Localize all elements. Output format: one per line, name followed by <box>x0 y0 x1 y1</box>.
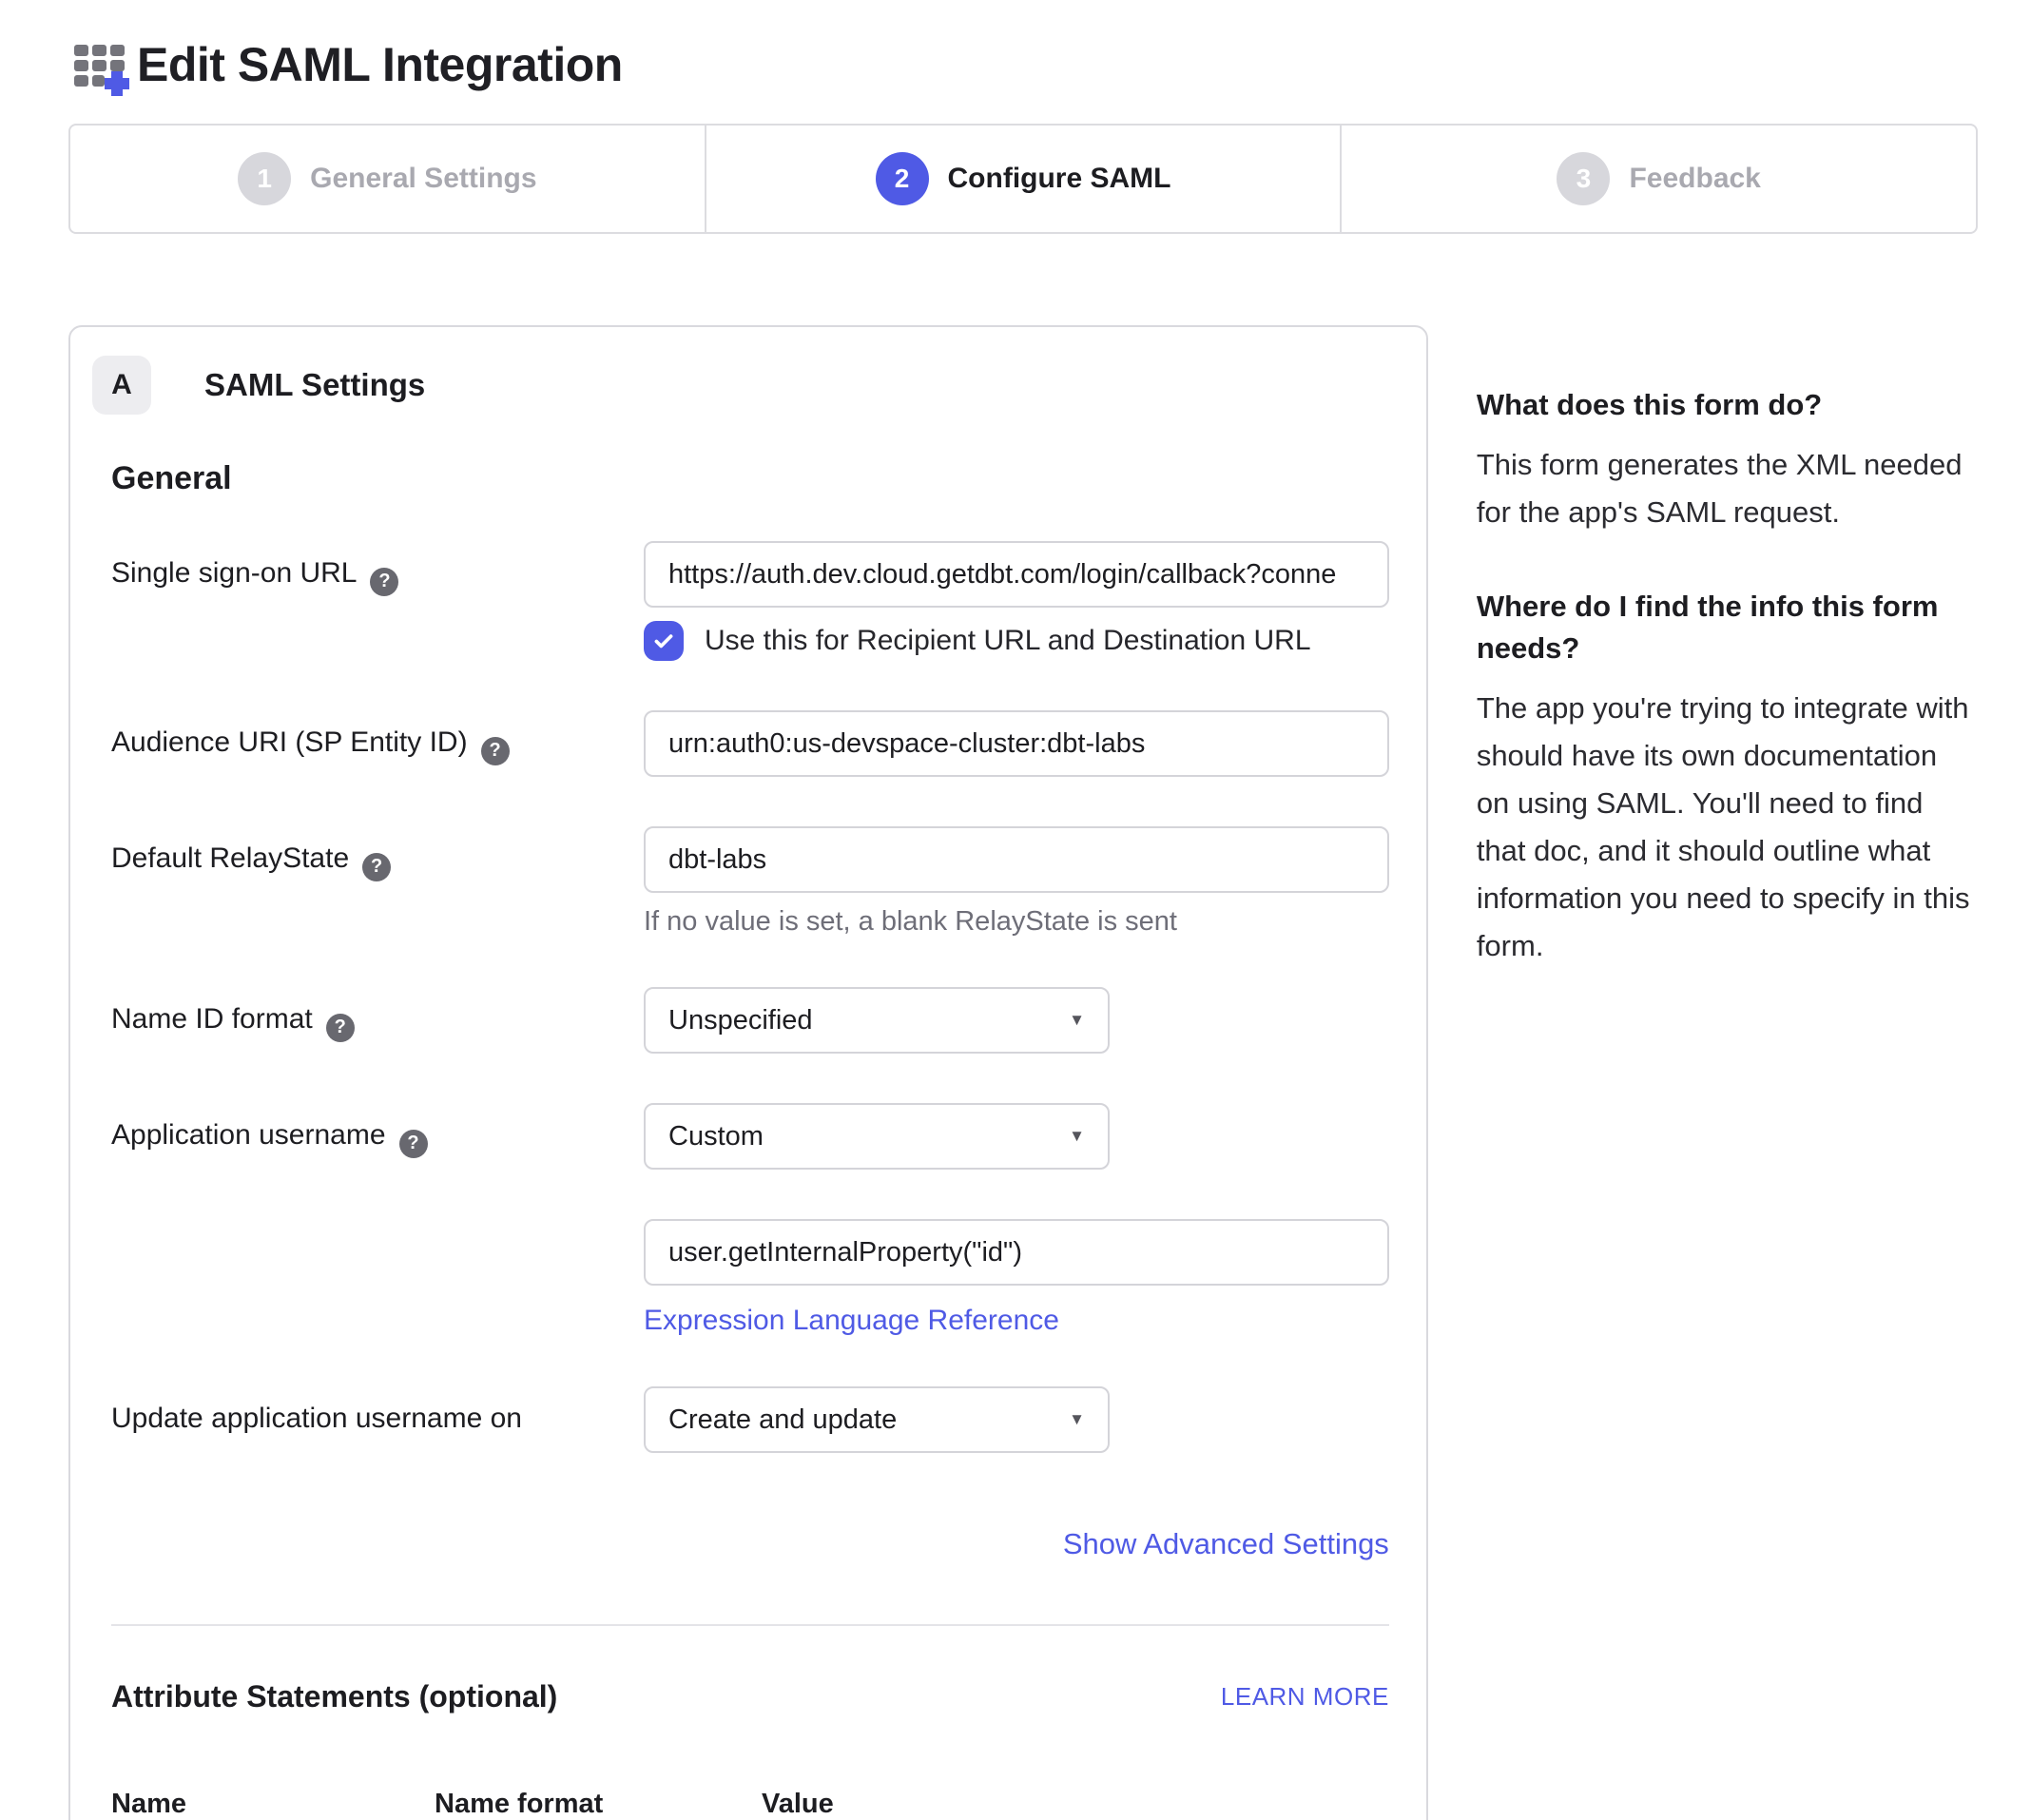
step-label: General Settings <box>310 163 537 194</box>
sso-url-label: Single sign-on URL ? <box>111 541 644 661</box>
audience-uri-input[interactable] <box>644 710 1389 777</box>
help-icon[interactable]: ? <box>370 568 398 596</box>
section-divider <box>111 1624 1389 1626</box>
help-body: This form generates the XML needed for the app's SAML request. <box>1476 448 1963 529</box>
help-icon[interactable]: ? <box>362 853 391 881</box>
section-a-badge: A <box>92 356 151 415</box>
application-username-row <box>111 1103 1389 1170</box>
learn-more-link[interactable]: LEARN MORE <box>1220 1682 1389 1711</box>
attribute-table-header <box>111 1789 1389 1820</box>
saml-settings-header <box>70 327 1426 415</box>
help-section-what <box>1477 384 1978 536</box>
step-number-badge: 3 <box>1557 152 1610 205</box>
chevron-down-icon: ▼ <box>1069 1011 1085 1029</box>
selected-value: Unspecified <box>668 1004 813 1036</box>
relaystate-hint: If no value is set, a blank RelayState is sent <box>644 906 1177 937</box>
help-heading: What does this form do? <box>1476 388 1823 421</box>
app-grid-plus-icon <box>68 35 131 98</box>
step-label: Feedback <box>1629 163 1761 194</box>
checkbox-label: Use this for Recipient URL and Destination URL <box>705 625 1311 656</box>
sso-url-row <box>111 541 1389 661</box>
column-value: Value <box>762 1789 834 1819</box>
help-icon[interactable]: ? <box>481 737 510 765</box>
application-username-select[interactable] <box>644 1103 1110 1170</box>
step-wizard <box>68 124 1978 234</box>
chevron-down-icon: ▼ <box>1069 1410 1085 1428</box>
help-icon[interactable]: ? <box>399 1130 428 1158</box>
expression-language-reference-link[interactable]: Expression Language Reference <box>644 1305 1059 1336</box>
relaystate-row <box>111 826 1389 938</box>
step-number-badge: 1 <box>238 152 291 205</box>
help-body: The app you're trying to integrate with should have its own documentation on using SAML. You'll need to find that doc, and it should outline what information you need to specify in this form. <box>1476 691 1970 962</box>
sso-url-input[interactable] <box>644 541 1389 608</box>
custom-expression-row <box>111 1219 1389 1337</box>
update-username-row <box>111 1386 1389 1453</box>
chevron-down-icon: ▼ <box>1069 1127 1085 1145</box>
selected-value: Create and update <box>668 1404 898 1435</box>
relaystate-label: Default RelayState ? <box>111 826 644 938</box>
name-id-format-select[interactable] <box>644 987 1110 1054</box>
application-username-label: Application username ? <box>111 1103 644 1170</box>
name-id-format-row <box>111 987 1389 1054</box>
step-configure-saml[interactable] <box>706 126 1343 232</box>
checkbox-checked[interactable] <box>644 621 684 661</box>
step-number-badge: 2 <box>876 152 929 205</box>
attribute-statements-heading: Attribute Statements (optional) <box>111 1679 558 1714</box>
page-title: Edit SAML Integration <box>137 38 623 91</box>
column-name: Name <box>111 1789 186 1819</box>
update-username-select[interactable] <box>644 1386 1110 1453</box>
step-general-settings[interactable] <box>70 126 706 232</box>
help-section-where <box>1477 586 1978 970</box>
update-username-label: Update application username on <box>111 1403 522 1434</box>
selected-value: Custom <box>668 1120 764 1152</box>
step-label: Configure SAML <box>947 163 1171 194</box>
general-heading: General <box>111 460 232 496</box>
saml-settings-panel <box>68 325 1428 1820</box>
column-name-format: Name format <box>435 1789 604 1819</box>
show-advanced-settings-link[interactable]: Show Advanced Settings <box>1062 1527 1389 1560</box>
help-icon[interactable]: ? <box>326 1014 355 1042</box>
audience-uri-row <box>111 710 1389 777</box>
help-sidebar <box>1477 325 1978 970</box>
step-feedback[interactable] <box>1342 126 1976 232</box>
saml-settings-title: SAML Settings <box>204 367 426 402</box>
recipient-url-checkbox-row <box>644 621 1389 661</box>
relaystate-input[interactable] <box>644 826 1389 893</box>
custom-expression-input[interactable] <box>644 1219 1389 1286</box>
name-id-format-label: Name ID format ? <box>111 987 644 1054</box>
page-header <box>68 27 1978 103</box>
help-heading: Where do I find the info this form needs? <box>1476 590 1939 665</box>
audience-uri-label: Audience URI (SP Entity ID) ? <box>111 710 644 777</box>
